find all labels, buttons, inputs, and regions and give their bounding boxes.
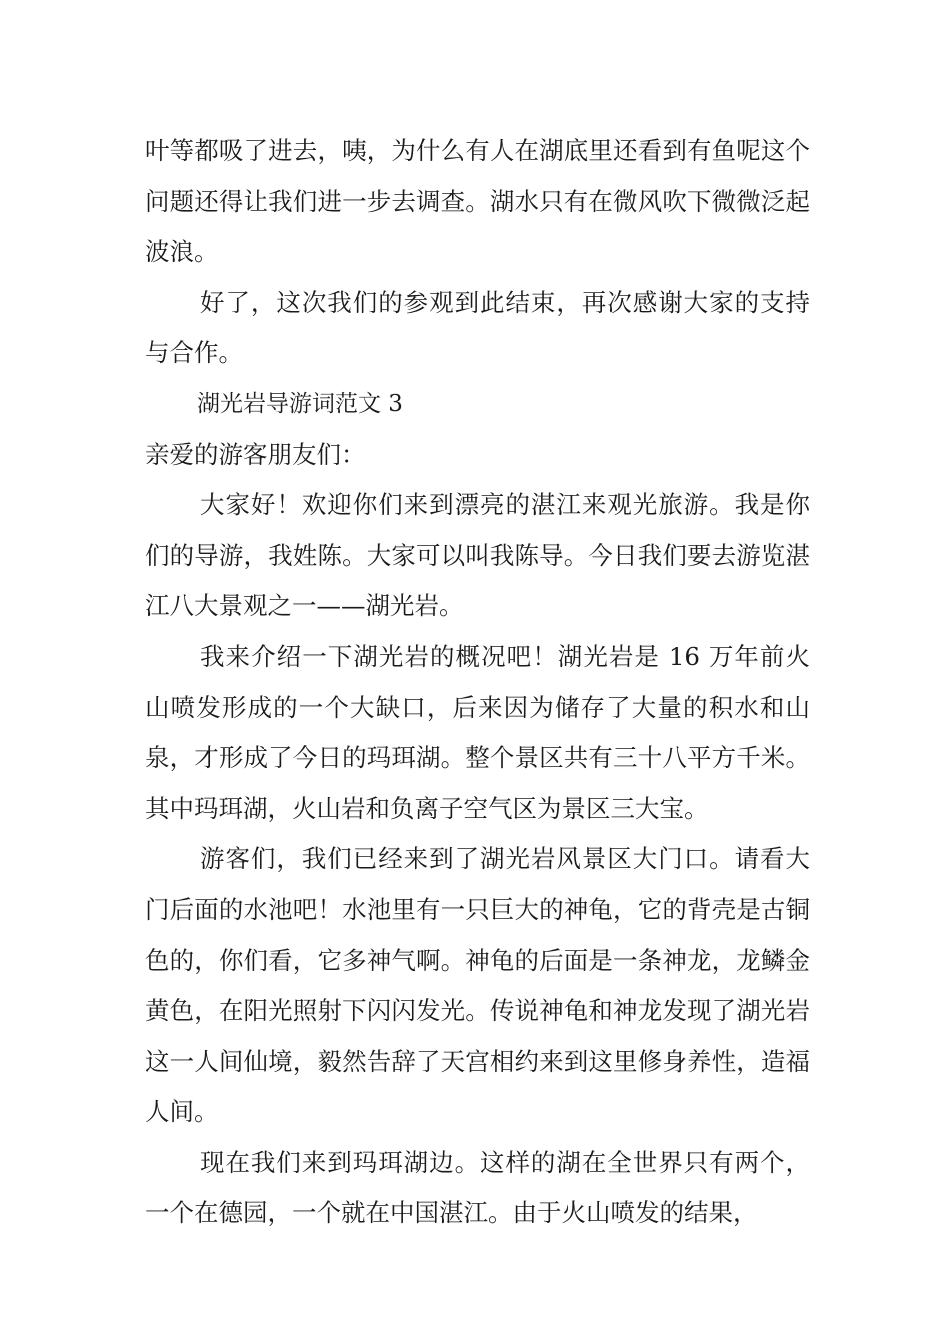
paragraph-closing: 好了，这次我们的参观到此结束，再次感谢大家的支持与合作。 bbox=[145, 287, 810, 368]
paragraph-gate: 游客们，我们已经来到了湖光岩风景区大门口。请看大门后面的水池吧！水池里有一只巨大的神龟，它的背壳是古铜色的，你们看，它多神气啊。神龟的后面是一条神龙，龙鳞金黄色，在阳光照射下闪闪发光。传说神龟和神龙发现了湖光岩这一人间仙境，毅然告辞了天宫相约来到这里修身养性，造福人间。 bbox=[145, 844, 810, 1127]
paragraph-continuation: 叶等都吸了进去，咦，为什么有人在湖底里还看到有鱼呢这个问题还得让我们进一步去调查。湖水只有在微风吹下微微泛起波浪。 bbox=[145, 136, 810, 267]
document-page bbox=[145, 126, 810, 1239]
section-heading: 湖光岩导游词范文 3 bbox=[197, 390, 403, 417]
paragraph-overview: 我来介绍一下湖光岩的概况吧！湖光岩是 16 万年前火山喷发形成的一个大缺口，后来因为储存了大量的积水和山泉，才形成了今日的玛珥湖。整个景区共有三十八平方千米。其中玛珥湖，火山岩和负离子空气区为景区三大宝。 bbox=[145, 641, 810, 823]
paragraph-welcome: 大家好！欢迎你们来到漂亮的湛江来观光旅游。我是你们的导游，我姓陈。大家可以叫我陈导。今日我们要去游览湛江八大景观之一——湖光岩。 bbox=[145, 490, 810, 621]
greeting: 亲爱的游客朋友们： bbox=[145, 439, 366, 469]
paragraph-lake: 现在我们来到玛珥湖边。这样的湖在全世界只有两个，一个在德园，一个就在中国湛江。由于火山喷发的结果， bbox=[145, 1147, 810, 1228]
